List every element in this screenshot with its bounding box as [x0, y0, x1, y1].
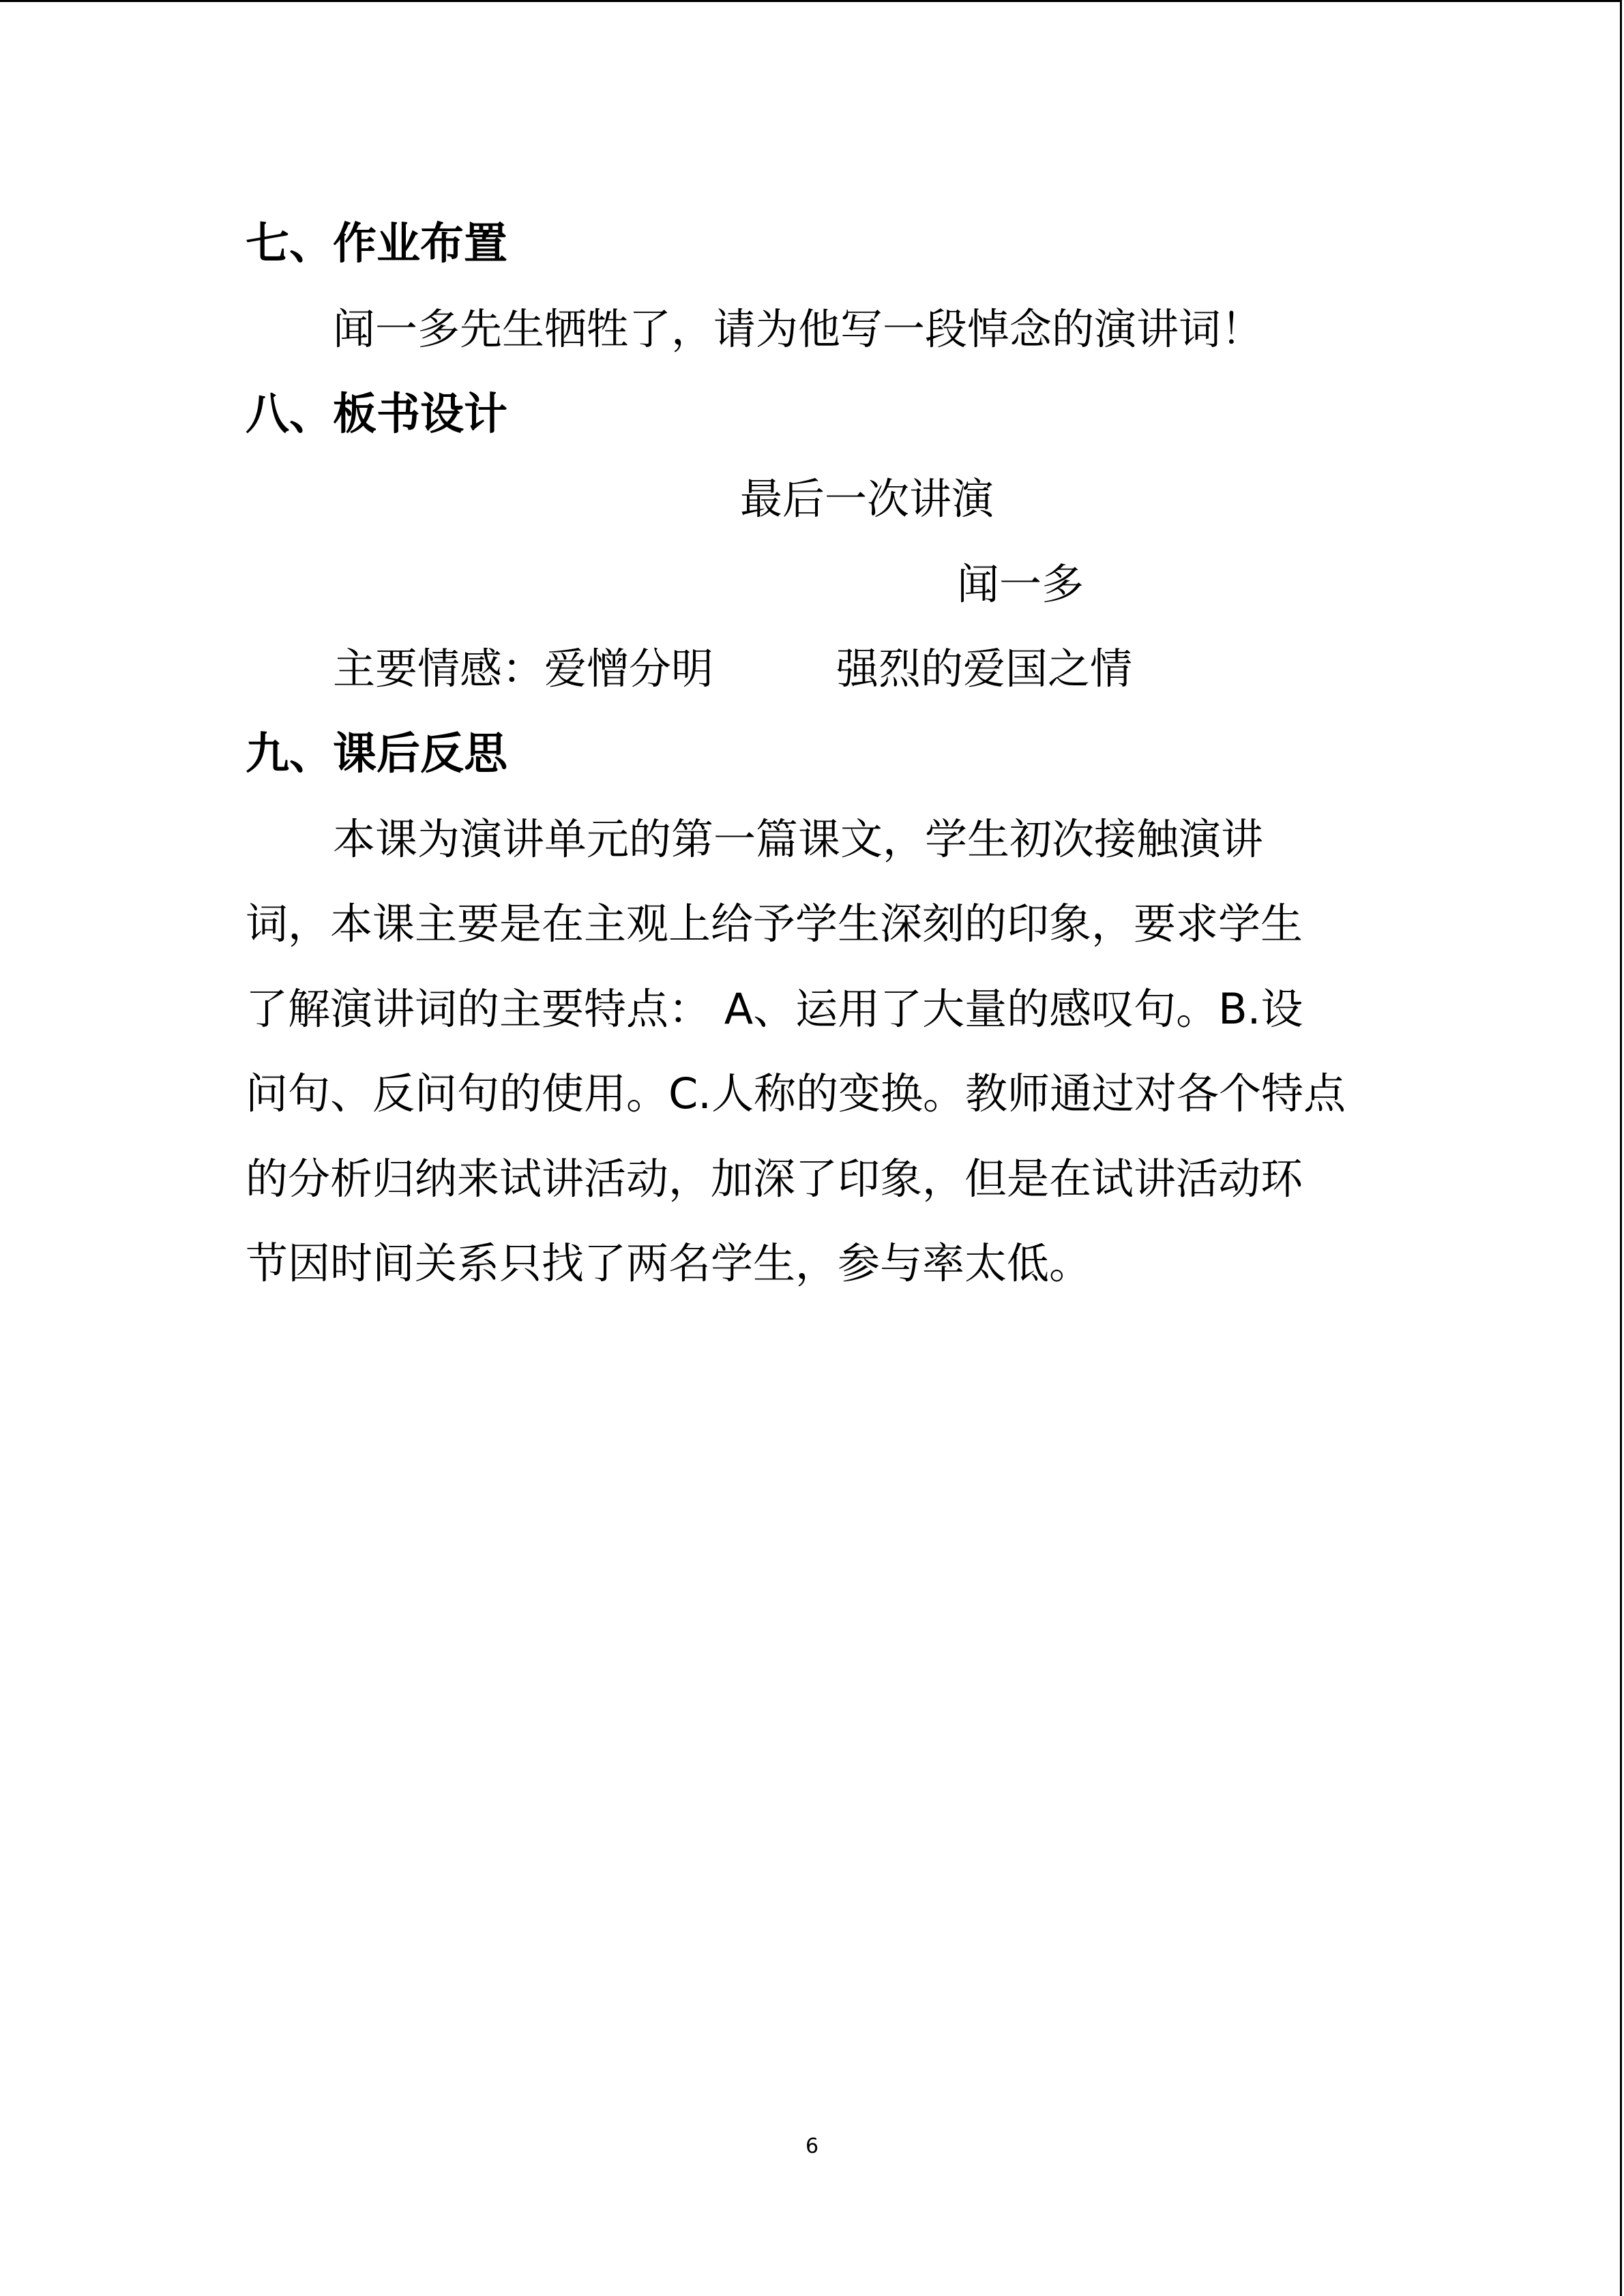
- section-7-body: 闻一多先生牺牲了，请为他写一段悼念的演讲词！: [333, 304, 1264, 354]
- reflection-line: 词，本课主要是在主观上给予学生深刻的印象，要求学生: [246, 899, 1303, 949]
- board-title: 最后一次讲演: [740, 474, 994, 524]
- emotion-label: 主要情感：爱憎分明: [333, 644, 714, 694]
- page-number: 6: [806, 2134, 819, 2158]
- reflection-line: 了解演讲词的主要特点： A、运用了大量的感叹句。B.设: [246, 984, 1303, 1034]
- reflection-line: 本课为演讲单元的第一篇课文，学生初次接触演讲: [333, 814, 1264, 864]
- reflection-line: 的分析归纳来试讲活动，加深了印象，但是在试讲活动环: [246, 1154, 1303, 1204]
- section-7-heading: 七、作业布置: [246, 219, 507, 269]
- section-9-heading: 九、课后反思: [246, 729, 507, 779]
- emotion-value: 强烈的爱国之情: [836, 644, 1133, 694]
- reflection-line: 问句、反问句的使用。C.人称的变换。教师通过对各个特点: [246, 1069, 1346, 1118]
- section-8-heading: 八、板书设计: [246, 389, 507, 440]
- reflection-line: 节因时间关系只找了两名学生，参与率太低。: [246, 1238, 1092, 1288]
- board-author: 闻一多: [957, 559, 1084, 609]
